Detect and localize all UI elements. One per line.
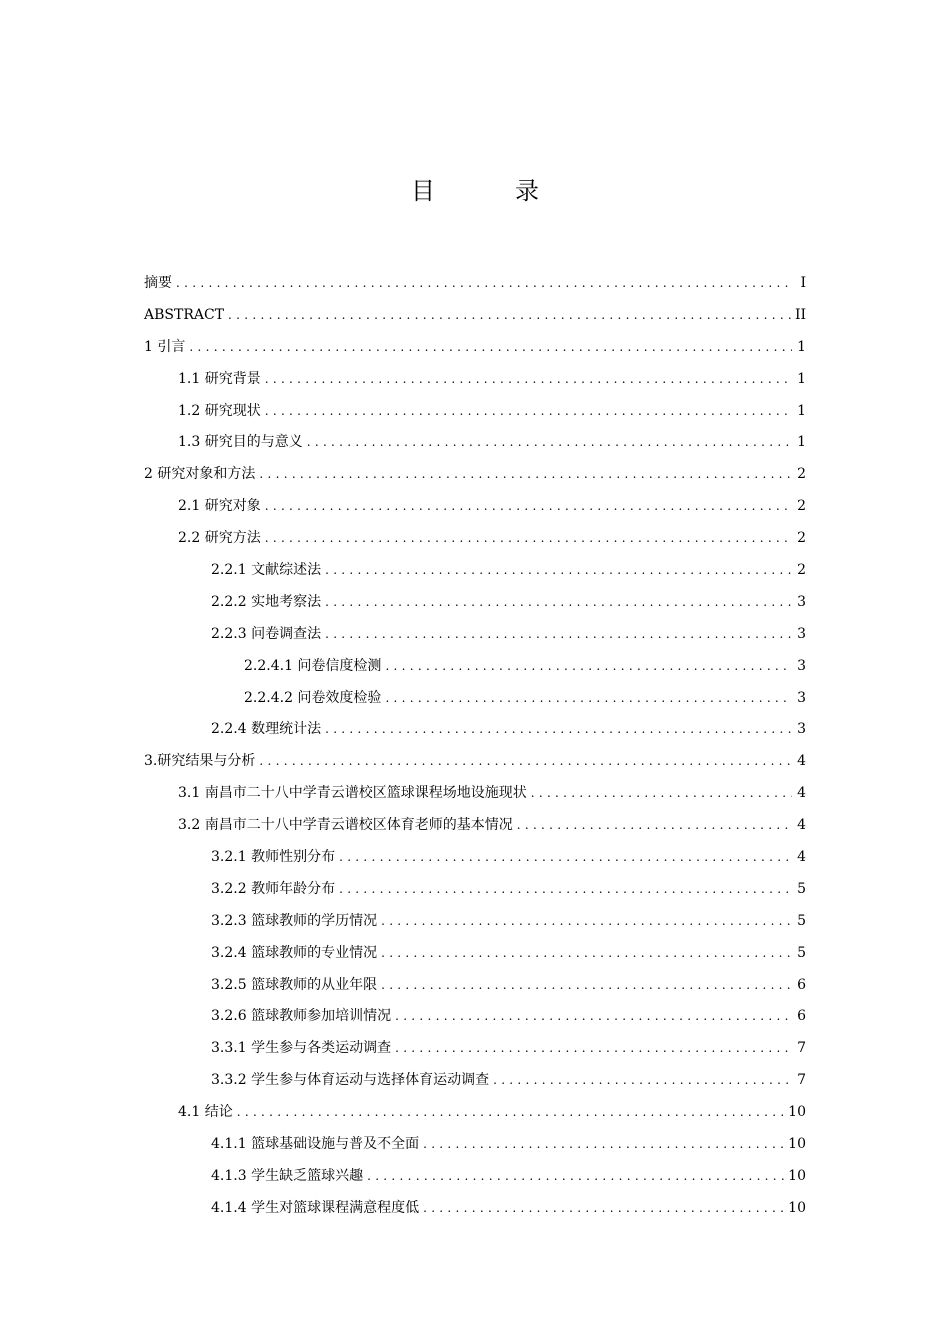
toc-entry-title: 4.1 结论: [178, 1104, 233, 1121]
toc-dot-leader: [381, 970, 792, 1002]
toc-entry-page-number: 4: [797, 753, 806, 770]
toc-entry[interactable]: [144, 970, 806, 1002]
toc-entry[interactable]: [144, 683, 806, 715]
toc-dot-leader: [381, 938, 792, 970]
toc-entry-page-number: 1: [797, 370, 806, 387]
toc-entry-title: 3.3.2 学生参与体育运动与选择体育运动调查: [211, 1072, 490, 1089]
toc-entry-page-number: 3: [797, 593, 806, 610]
toc-entry[interactable]: [144, 1161, 806, 1193]
toc-entry[interactable]: [144, 714, 806, 746]
toc-dot-leader: [265, 396, 792, 428]
toc-entry[interactable]: [144, 1065, 806, 1097]
toc-entry-page-number: 3: [797, 657, 806, 674]
toc-dot-leader: [265, 491, 792, 523]
toc-entry-page-number: 5: [797, 912, 806, 929]
toc-entry-page-number: 5: [797, 880, 806, 897]
toc-dot-leader: [517, 810, 792, 842]
toc-entry-page-number: 2: [797, 466, 806, 483]
toc-entry[interactable]: [144, 555, 806, 587]
toc-entry-page-number: 4: [797, 817, 806, 834]
toc-dot-leader: [325, 714, 792, 746]
toc-dot-leader: [325, 619, 792, 651]
toc-entry-page-number: 2: [797, 530, 806, 547]
toc-dot-leader: [325, 587, 792, 619]
toc-entry-page-number: 1: [797, 338, 806, 355]
toc-entry[interactable]: [144, 746, 806, 778]
toc-entry-title: 1.2 研究现状: [178, 402, 261, 419]
toc-entry[interactable]: [144, 938, 806, 970]
toc-entry-title: 1 引言: [144, 338, 186, 355]
toc-entry-title: 3.3.1 学生参与各类运动调查: [211, 1040, 392, 1057]
toc-entry[interactable]: [144, 459, 806, 491]
toc-entry[interactable]: [144, 1129, 806, 1161]
toc-entry[interactable]: [144, 810, 806, 842]
toc-dot-leader: [325, 555, 792, 587]
toc-entry[interactable]: [144, 1193, 806, 1225]
toc-dot-leader: [385, 683, 792, 715]
toc-entry-title: 4.1.1 篮球基础设施与普及不全面: [211, 1136, 420, 1153]
toc-entry-title: 3.研究结果与分析: [144, 753, 256, 770]
toc-entry[interactable]: [144, 268, 806, 300]
toc-entry[interactable]: [144, 332, 806, 364]
toc-entry-page-number: I: [800, 275, 806, 291]
toc-dot-leader: [265, 523, 792, 555]
toc-entry-page-number: 10: [788, 1167, 806, 1184]
toc-entry[interactable]: [144, 1001, 806, 1033]
toc-entry-page-number: 3: [797, 625, 806, 642]
toc-entry-page-number: 6: [797, 976, 806, 993]
toc-entry[interactable]: [144, 1033, 806, 1065]
toc-entry-title: 2.2.4.1 问卷信度检测: [244, 657, 382, 674]
toc-dot-leader: [385, 651, 792, 683]
toc-entry-title: 2.1 研究对象: [178, 498, 261, 515]
toc-dot-leader: [493, 1065, 792, 1097]
toc-entry-title: 3.2.5 篮球教师的从业年限: [211, 976, 378, 993]
toc-entry[interactable]: [144, 427, 806, 459]
toc-dot-leader: [395, 1001, 792, 1033]
toc-entry-title: ABSTRACT: [144, 306, 225, 323]
toc-entry[interactable]: [144, 300, 806, 332]
toc-dot-leader: [237, 1097, 784, 1129]
toc-entry-title: 2.2.3 问卷调查法: [211, 625, 322, 642]
toc-entry[interactable]: [144, 906, 806, 938]
toc-dot-leader: [307, 427, 792, 459]
toc-entry-title: 2.2.4.2 问卷效度检验: [244, 689, 382, 706]
toc-dot-leader: [189, 332, 792, 364]
toc-entry-page-number: 3: [797, 721, 806, 738]
toc-entry-title: 3.2 南昌市二十八中学青云谱校区体育老师的基本情况: [178, 817, 513, 834]
toc-entry-title: 2.2.2 实地考察法: [211, 593, 322, 610]
toc-dot-leader: [423, 1193, 784, 1225]
toc-entry[interactable]: [144, 651, 806, 683]
toc-entry-title: 摘要: [144, 275, 172, 291]
toc-entry-page-number: 10: [788, 1104, 806, 1121]
toc-entry[interactable]: [144, 619, 806, 651]
toc-dot-leader: [265, 364, 792, 396]
toc-entry-page-number: 4: [797, 849, 806, 866]
page-title: 目 录: [411, 177, 567, 205]
toc-entry-page-number: 4: [797, 785, 806, 802]
toc-dot-leader: [259, 459, 792, 491]
toc-dot-leader: [367, 1161, 784, 1193]
toc-entry[interactable]: [144, 364, 806, 396]
toc-entry[interactable]: [144, 523, 806, 555]
toc-entry-page-number: II: [794, 306, 806, 323]
toc-entry-page-number: 2: [797, 498, 806, 515]
toc-entry-page-number: 1: [797, 434, 806, 451]
toc-dot-leader: [531, 778, 792, 810]
toc-entry[interactable]: [144, 778, 806, 810]
toc-entry-page-number: 2: [797, 562, 806, 579]
toc-entry-title: 2 研究对象和方法: [144, 466, 256, 483]
toc-entry[interactable]: [144, 842, 806, 874]
toc-entry[interactable]: [144, 874, 806, 906]
toc-entry-title: 2.2.4 数理统计法: [211, 721, 322, 738]
toc-entry-title: 3.2.6 篮球教师参加培训情况: [211, 1008, 392, 1025]
toc-entry[interactable]: [144, 1097, 806, 1129]
toc-dot-leader: [259, 746, 792, 778]
toc-entry-page-number: 10: [788, 1136, 806, 1153]
toc-entry[interactable]: [144, 587, 806, 619]
toc-entry-title: 3.2.2 教师年龄分布: [211, 880, 336, 897]
toc-entry-page-number: 6: [797, 1008, 806, 1025]
table-of-contents: [144, 268, 806, 1225]
toc-entry-page-number: 7: [797, 1072, 806, 1089]
toc-dot-leader: [423, 1129, 784, 1161]
toc-entry-page-number: 5: [797, 944, 806, 961]
toc-entry-title: 4.1.4 学生对篮球课程满意程度低: [211, 1199, 420, 1216]
toc-entry-title: 1.3 研究目的与意义: [178, 434, 303, 451]
toc-dot-leader: [176, 268, 792, 300]
toc-entry-title: 3.2.1 教师性别分布: [211, 849, 336, 866]
toc-entry-title: 2.2.1 文献综述法: [211, 562, 322, 579]
toc-entry-title: 4.1.3 学生缺乏篮球兴趣: [211, 1167, 364, 1184]
toc-dot-leader: [339, 874, 792, 906]
toc-entry-title: 3.1 南昌市二十八中学青云谱校区篮球课程场地设施现状: [178, 785, 527, 802]
toc-entry[interactable]: [144, 396, 806, 428]
toc-dot-leader: [381, 906, 792, 938]
toc-entry-page-number: 3: [797, 689, 806, 706]
toc-entry-page-number: 1: [797, 402, 806, 419]
toc-entry-title: 3.2.4 篮球教师的专业情况: [211, 944, 378, 961]
toc-dot-leader: [339, 842, 792, 874]
toc-entry-title: 1.1 研究背景: [178, 370, 261, 387]
toc-entry-page-number: 7: [797, 1040, 806, 1057]
toc-entry[interactable]: [144, 491, 806, 523]
toc-dot-leader: [228, 300, 791, 332]
toc-entry-page-number: 10: [788, 1199, 806, 1216]
toc-entry-title: 3.2.3 篮球教师的学历情况: [211, 912, 378, 929]
toc-entry-title: 2.2 研究方法: [178, 530, 261, 547]
toc-dot-leader: [395, 1033, 792, 1065]
